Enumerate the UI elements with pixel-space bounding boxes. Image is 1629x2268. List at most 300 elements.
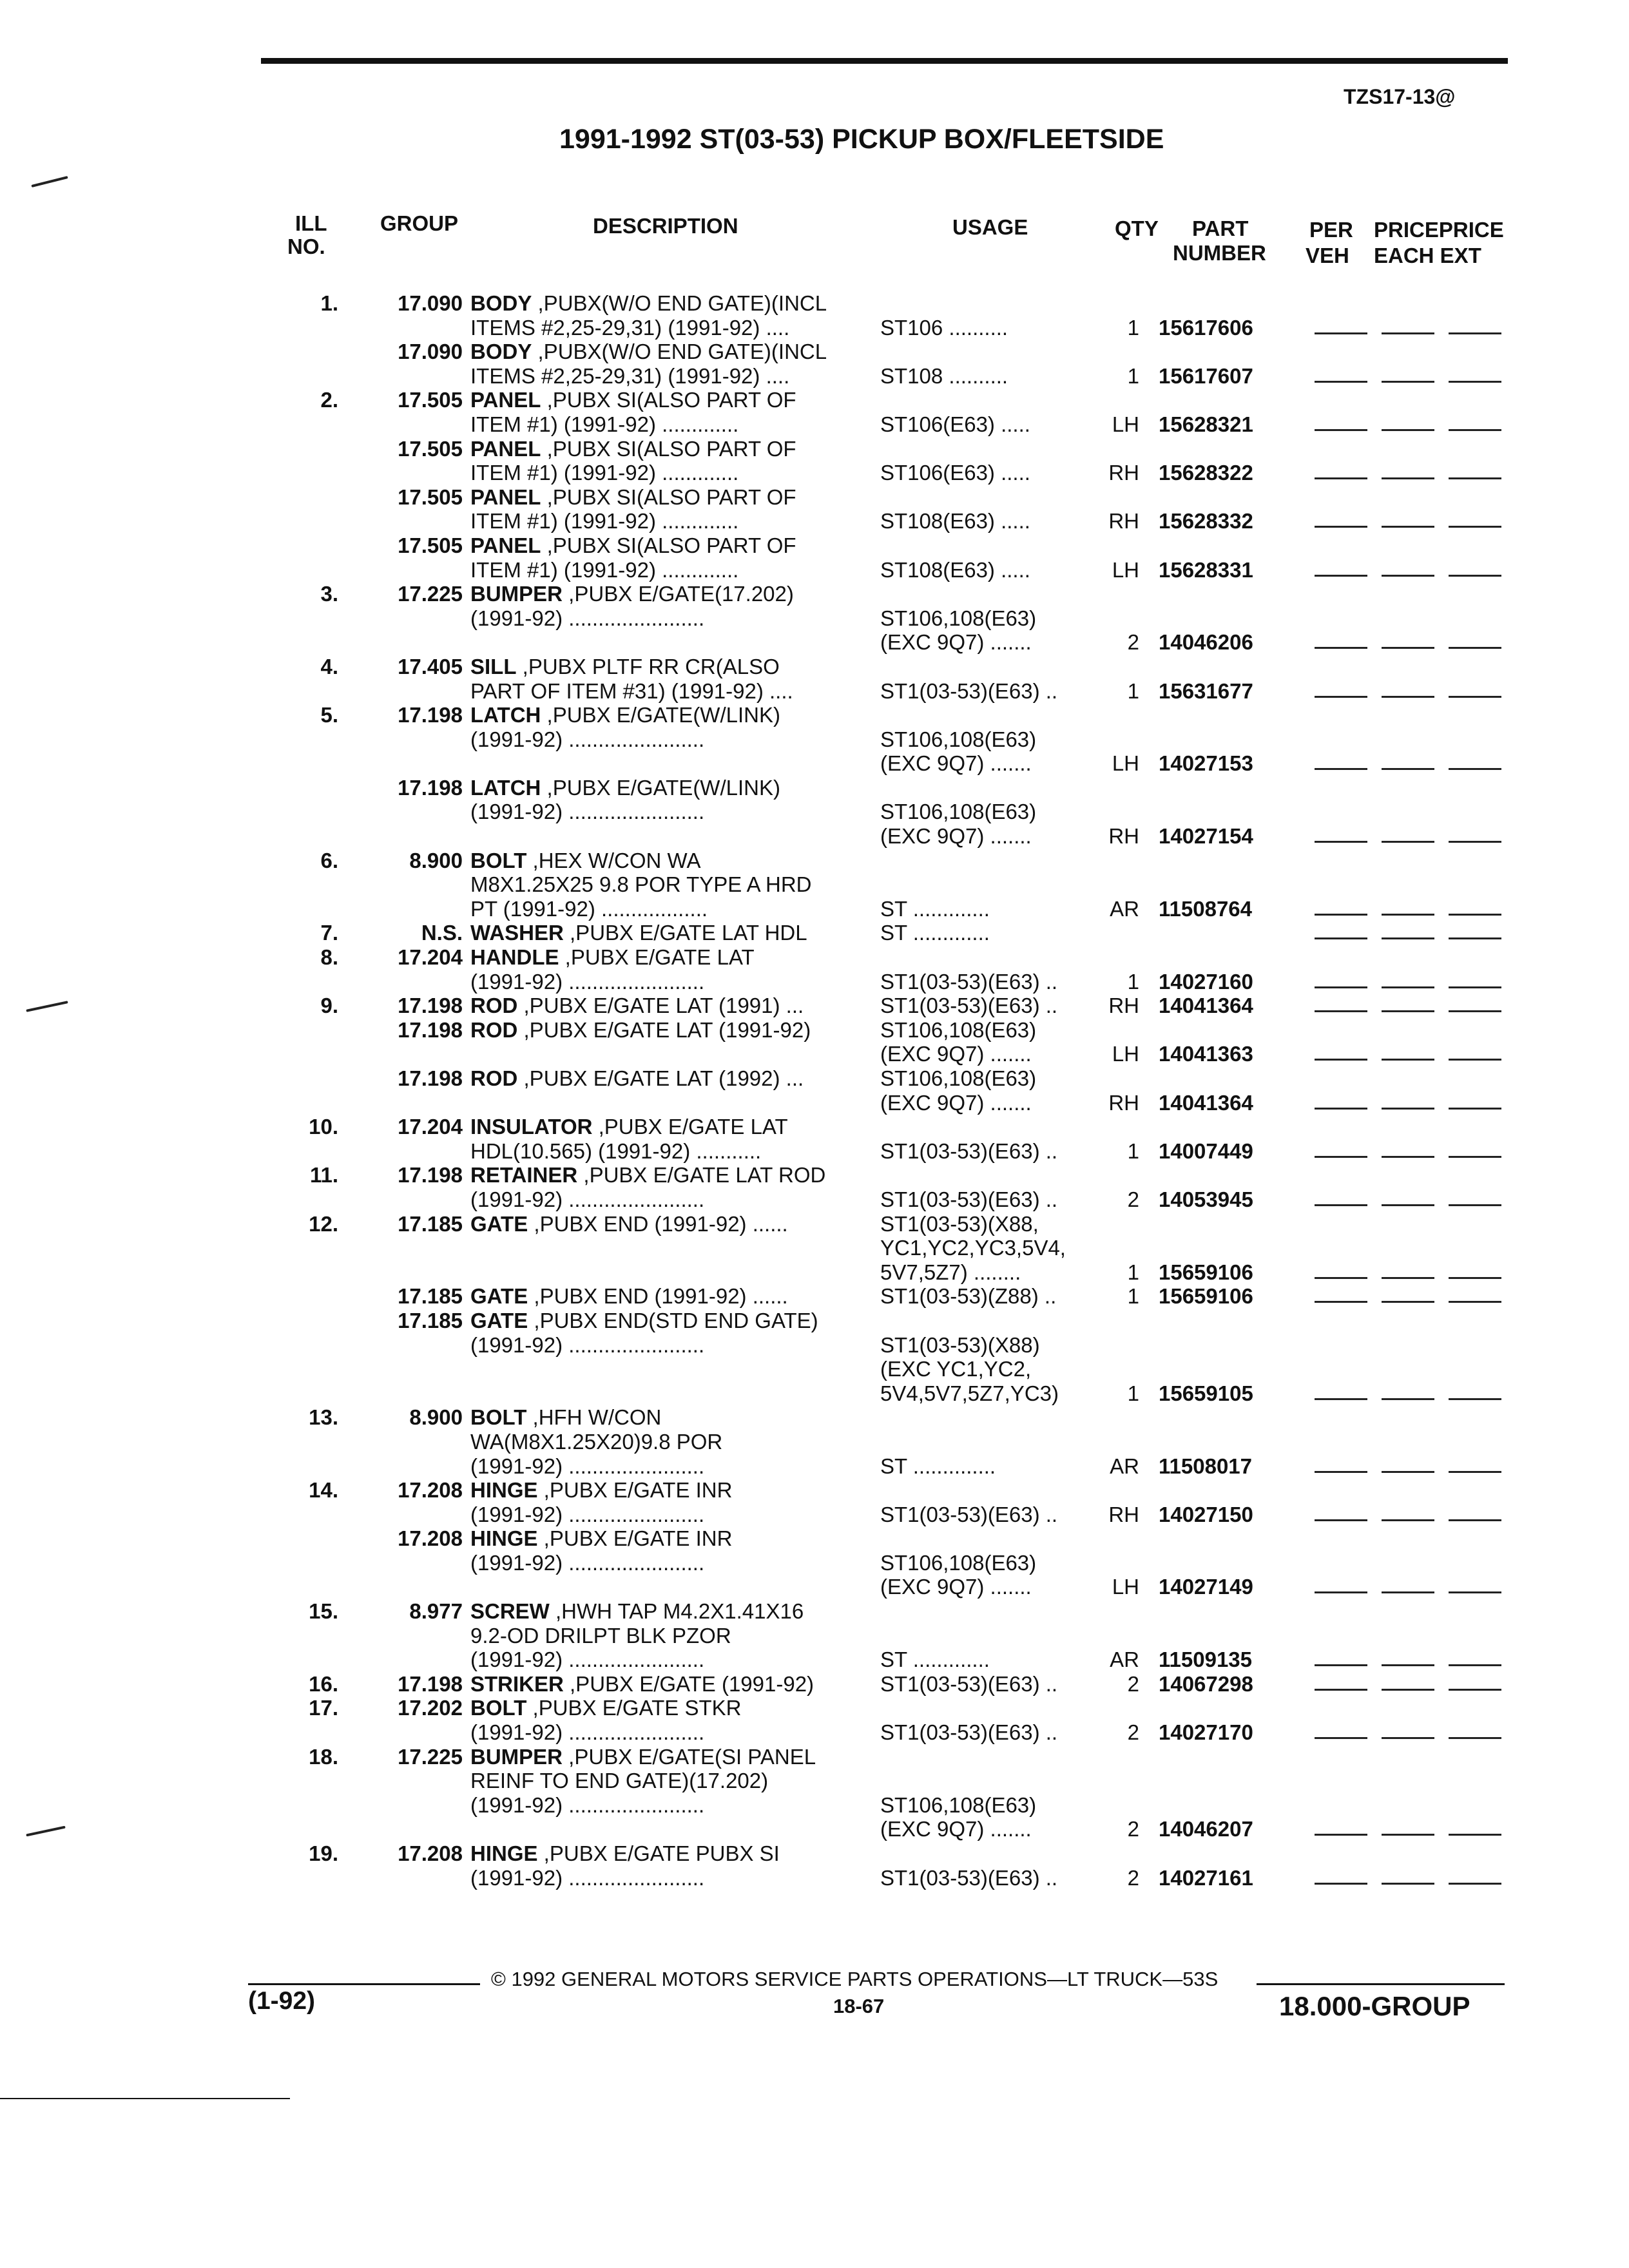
price-each-blank [1382, 1519, 1434, 1521]
table-row [0, 1624, 1629, 1648]
part-number: 15617606 [1159, 315, 1253, 340]
usage: ST1(03-53)(E63) .. [880, 1671, 1058, 1696]
per-veh-blank [1315, 1834, 1367, 1836]
per-veh-blank [1315, 914, 1367, 916]
part-number: 15628331 [1159, 557, 1253, 582]
table-row [0, 1526, 1629, 1551]
description [470, 412, 738, 437]
table-row [0, 824, 1629, 849]
price-each-blank [1382, 696, 1434, 698]
description-text: M8X1.25X25 9.8 POR TYPE A HRD [470, 872, 812, 897]
price-each-blank [1382, 768, 1434, 770]
usage: ST1(03-53)(E63) .. [880, 1187, 1058, 1211]
description [470, 316, 789, 340]
group-code: 17.208 [398, 1526, 463, 1551]
group-code: 17.204 [398, 945, 463, 970]
table-row [0, 1405, 1629, 1430]
group-code: 17.225 [398, 1744, 463, 1769]
table-row [0, 1091, 1629, 1115]
part-number: 14053945 [1159, 1187, 1253, 1211]
description-text: ,PUBX E/GATE LAT HDL [563, 921, 807, 945]
price-blanks [1315, 1398, 1501, 1401]
usage: ST106(E63) ..... [880, 412, 1030, 436]
price-blanks [1315, 477, 1501, 480]
table-row [0, 1381, 1629, 1406]
per-veh-blank [1315, 1737, 1367, 1739]
ill-number: 3. [320, 582, 338, 606]
part-name: INSULATOR [470, 1115, 593, 1139]
group-code: 17.505 [398, 436, 463, 461]
usage: ST1(03-53)(E63) .. [880, 994, 1058, 1018]
description [470, 1720, 704, 1745]
price-each-blank [1382, 1591, 1434, 1593]
description [470, 1333, 704, 1358]
table-row [0, 751, 1629, 776]
ill-number: 11. [309, 1163, 338, 1187]
description-text: ITEM #1) (1991-92) ............. [470, 412, 739, 436]
usage: ST106,108(E63) [880, 800, 1037, 824]
description-text: ,PUBX END(STD END GATE) [528, 1308, 818, 1332]
per-veh-blank [1315, 1156, 1367, 1158]
table-row [0, 316, 1629, 340]
header-per: PER [1309, 218, 1353, 242]
table-row [0, 461, 1629, 485]
top-rule [261, 58, 1508, 64]
table-row [0, 1866, 1629, 1890]
table-row [0, 703, 1629, 727]
part-number: 15628322 [1159, 461, 1253, 485]
group-code: 17.198 [398, 1066, 463, 1090]
table-row [0, 1333, 1629, 1358]
per-veh-blank [1315, 1059, 1367, 1061]
quantity: 1 [1127, 1139, 1139, 1163]
description-text: (1991-92) ....................... [470, 1187, 705, 1211]
per-veh-blank [1315, 768, 1367, 770]
table-row [0, 291, 1629, 316]
description-text: ,PUBX E/GATE(W/LINK) [541, 775, 780, 800]
group-code: 17.198 [398, 1671, 463, 1696]
usage: ST1(03-53)(X88, [880, 1211, 1039, 1236]
description [470, 1018, 811, 1043]
price-ext-blank [1449, 696, 1501, 698]
price-each-blank [1382, 381, 1434, 383]
price-each-blank [1382, 1204, 1434, 1206]
part-number: 14027161 [1159, 1865, 1253, 1890]
table-row [0, 630, 1629, 655]
quantity: 1 [1127, 1284, 1139, 1309]
header-description: DESCRIPTION [593, 214, 738, 238]
price-blanks [1315, 1471, 1501, 1474]
price-each-blank [1382, 1108, 1434, 1110]
price-ext-blank [1449, 1156, 1501, 1158]
usage: (EXC 9Q7) ....... [880, 1042, 1032, 1066]
header-group: GROUP [380, 211, 459, 235]
usage: ST106(E63) ..... [880, 461, 1030, 485]
ill-number: 18. [309, 1744, 338, 1769]
part-number: 14041363 [1159, 1042, 1253, 1066]
footer-date: (1-92) [248, 1987, 316, 2015]
part-number: 14046207 [1159, 1817, 1253, 1841]
description-text: (1991-92) ....................... [470, 1648, 705, 1672]
table-row [0, 533, 1629, 558]
part-name: GATE [470, 1211, 528, 1236]
description [470, 533, 796, 558]
description [470, 679, 793, 704]
per-veh-blank [1315, 526, 1367, 528]
per-veh-blank [1315, 1204, 1367, 1206]
part-number: 14027153 [1159, 751, 1253, 776]
part-name: PANEL [470, 388, 541, 412]
table-row [0, 1599, 1629, 1624]
ill-number: 10. [309, 1115, 338, 1139]
part-name: HANDLE [470, 945, 559, 970]
description [470, 945, 755, 970]
ill-number: 1. [320, 291, 338, 315]
ill-number: 5. [320, 703, 338, 727]
price-each-blank [1382, 429, 1434, 431]
description-text: ,PUBX E/GATE STKR [526, 1696, 742, 1720]
description-text: ,PUBX E/GATE(SI PANEL [563, 1744, 816, 1769]
per-veh-blank [1315, 477, 1367, 479]
table-row [0, 1212, 1629, 1236]
part-name: BODY [470, 291, 532, 315]
group-code: 8.900 [409, 848, 463, 872]
description [470, 461, 738, 485]
part-name: ROD [470, 994, 518, 1018]
quantity: 1 [1127, 969, 1139, 994]
footer-rule-right [1257, 1983, 1505, 1985]
quantity: RH [1108, 1502, 1139, 1526]
bottom-scan-rule [0, 2098, 290, 2099]
table-row [0, 1503, 1629, 1527]
usage: ST1(03-53)(X88) [880, 1332, 1040, 1357]
description [470, 872, 811, 897]
table-row [0, 1163, 1629, 1187]
description [470, 1454, 704, 1479]
description-text: ,HFH W/CON [526, 1405, 662, 1430]
description-text: ,PUBX E/GATE INR [537, 1478, 733, 1503]
price-blanks [1315, 429, 1501, 432]
per-veh-blank [1315, 332, 1367, 334]
ill-number: 19. [309, 1841, 338, 1865]
part-name: PANEL [470, 533, 541, 557]
usage: ST106,108(E63) [880, 1017, 1037, 1042]
usage: ST106,108(E63) [880, 1550, 1037, 1575]
description-text: (1991-92) ....................... [470, 969, 705, 994]
quantity: LH [1112, 557, 1139, 582]
part-name: WASHER [470, 921, 564, 945]
per-veh-blank [1315, 1010, 1367, 1012]
price-ext-blank [1449, 841, 1501, 843]
footer-page-number: 18-67 [833, 1995, 885, 2017]
description-text: ,PUBX E/GATE(W/LINK) [541, 703, 780, 727]
part-name: LATCH [470, 775, 541, 800]
quantity: RH [1108, 509, 1139, 533]
table-row [0, 921, 1629, 945]
description-text: HDL(10.565) (1991-92) ........... [470, 1139, 762, 1163]
quantity: RH [1108, 994, 1139, 1018]
table-row [0, 679, 1629, 704]
group-code: 17.198 [398, 775, 463, 800]
description-text: (1991-92) ....................... [470, 800, 705, 824]
footer-group: 18.000-GROUP [1279, 1991, 1470, 2021]
group-code: 17.198 [398, 1163, 463, 1187]
quantity: LH [1112, 1042, 1139, 1066]
price-each-blank [1382, 1156, 1434, 1158]
ill-number: 7. [320, 921, 338, 945]
per-veh-blank [1315, 937, 1367, 939]
quantity: LH [1112, 751, 1139, 776]
description [470, 1405, 661, 1430]
table-row [0, 1260, 1629, 1285]
price-ext-blank [1449, 768, 1501, 770]
description-text: ,PUBX E/GATE LAT (1991) ... [517, 994, 804, 1018]
quantity: LH [1112, 412, 1139, 436]
part-name: HINGE [470, 1478, 538, 1503]
price-blanks [1315, 1204, 1501, 1207]
description [470, 1139, 761, 1164]
description [470, 1284, 788, 1309]
table-row [0, 727, 1629, 752]
usage: 5V7,5Z7) ........ [880, 1260, 1021, 1284]
usage: (EXC 9Q7) ....... [880, 630, 1032, 655]
usage: ST1(03-53)(E63) .. [880, 678, 1058, 703]
table-row [0, 1066, 1629, 1091]
quantity: 1 [1127, 315, 1139, 340]
price-each-blank [1382, 477, 1434, 479]
document-code: TZS17-13@ [1344, 85, 1456, 108]
quantity: AR [1110, 1454, 1139, 1478]
part-name: LATCH [470, 703, 541, 727]
description-text: (1991-92) ....................... [470, 1792, 705, 1817]
usage: (EXC 9Q7) ....... [880, 1817, 1032, 1841]
header-no: NO. [287, 235, 325, 258]
part-number: 15631677 [1159, 678, 1253, 703]
table-row [0, 606, 1629, 631]
description-text: ,PUBX(W/O END GATE)(INCL [532, 291, 827, 315]
description [470, 897, 708, 921]
quantity: 1 [1127, 1260, 1139, 1284]
part-number: 14007449 [1159, 1139, 1253, 1163]
part-name: RETAINER [470, 1163, 578, 1187]
table-row [0, 1018, 1629, 1043]
price-each-blank [1382, 1010, 1434, 1012]
group-code: 17.185 [398, 1308, 463, 1332]
description-text: ITEM #1) (1991-92) ............. [470, 557, 739, 582]
description-text: ,PUBX E/GATE (1991-92) [563, 1671, 815, 1696]
group-code: 17.198 [398, 1017, 463, 1042]
price-ext-blank [1449, 1398, 1501, 1400]
group-code: 17.090 [398, 340, 463, 364]
per-veh-blank [1315, 1591, 1367, 1593]
description [470, 437, 796, 461]
group-code: 17.090 [398, 291, 463, 315]
header-each-ext: EACH EXT [1374, 244, 1481, 267]
description [470, 1430, 722, 1454]
header-price: PRICEPRICE [1374, 218, 1504, 242]
ill-number: 2. [320, 388, 338, 412]
parts-list [0, 291, 1629, 1890]
table-row [0, 1284, 1629, 1309]
ill-number: 9. [320, 994, 338, 1018]
price-blanks [1315, 381, 1501, 383]
price-blanks [1315, 1519, 1501, 1522]
group-code: 8.900 [409, 1405, 463, 1430]
price-blanks [1315, 1301, 1501, 1303]
price-each-blank [1382, 1471, 1434, 1473]
table-row [0, 340, 1629, 364]
part-number: 14027170 [1159, 1720, 1253, 1745]
description [470, 1769, 768, 1793]
description [470, 1745, 816, 1769]
quantity: 2 [1127, 1720, 1139, 1745]
group-code: 17.505 [398, 533, 463, 557]
price-ext-blank [1449, 1204, 1501, 1206]
usage: ST106 .......... [880, 315, 1008, 340]
description [470, 1599, 804, 1624]
price-each-blank [1382, 332, 1434, 334]
description-text: ,PUBX(W/O END GATE)(INCL [532, 340, 827, 364]
ill-number: 13. [309, 1405, 338, 1430]
table-row [0, 1575, 1629, 1599]
table-row [0, 970, 1629, 994]
price-blanks [1315, 841, 1501, 843]
usage: ST1(03-53)(E63) .. [880, 1502, 1058, 1526]
part-number: 14041364 [1159, 1090, 1253, 1115]
usage: ST .............. [880, 1454, 996, 1478]
usage: ST106,108(E63) [880, 1792, 1037, 1817]
footer-rule-left [248, 1983, 480, 1985]
description [470, 1526, 732, 1551]
usage: (EXC 9Q7) ....... [880, 1090, 1032, 1115]
price-each-blank [1382, 914, 1434, 916]
table-row [0, 655, 1629, 679]
part-number: 14027154 [1159, 824, 1253, 849]
description [470, 1551, 704, 1575]
header-ill: ILL [295, 211, 327, 235]
description-text: PART OF ITEM #31) (1991-92) .... [470, 678, 793, 703]
group-code: 17.198 [398, 994, 463, 1018]
description [470, 364, 789, 389]
header-usage: USAGE [952, 215, 1028, 239]
table-row [0, 1430, 1629, 1454]
table-row [0, 945, 1629, 970]
quantity: 2 [1127, 630, 1139, 655]
table-row [0, 412, 1629, 437]
price-blanks [1315, 1108, 1501, 1110]
part-number: 14067298 [1159, 1671, 1253, 1696]
usage: 5V4,5V7,5Z7,YC3) [880, 1381, 1059, 1405]
ill-number: 17. [309, 1696, 338, 1720]
part-number: 11508764 [1159, 896, 1253, 921]
description [470, 800, 704, 824]
price-ext-blank [1449, 1519, 1501, 1521]
part-number: 15617607 [1159, 363, 1253, 388]
price-ext-blank [1449, 1834, 1501, 1836]
price-ext-blank [1449, 986, 1501, 988]
price-each-blank [1382, 1398, 1434, 1400]
part-name: BOLT [470, 1696, 527, 1720]
usage: (EXC 9Q7) ....... [880, 751, 1032, 776]
usage: ST1(03-53)(E63) .. [880, 969, 1058, 994]
group-code: 17.225 [398, 582, 463, 606]
per-veh-blank [1315, 841, 1367, 843]
description-text: (1991-92) ....................... [470, 1502, 705, 1526]
price-blanks [1315, 1059, 1501, 1061]
price-each-blank [1382, 1277, 1434, 1279]
usage: (EXC YC1,YC2, [880, 1357, 1032, 1381]
price-ext-blank [1449, 1471, 1501, 1473]
description-text: ,PUBX SI(ALSO PART OF [541, 388, 796, 412]
part-name: HINGE [470, 1526, 538, 1551]
price-each-blank [1382, 1689, 1434, 1691]
description [470, 1696, 742, 1720]
description [470, 1212, 788, 1236]
price-each-blank [1382, 937, 1434, 939]
group-code: 17.204 [398, 1115, 463, 1139]
usage: YC1,YC2,YC3,5V4, [880, 1236, 1066, 1260]
price-each-blank [1382, 1834, 1434, 1836]
ill-number: 4. [320, 654, 338, 678]
table-row [0, 1841, 1629, 1866]
description-text: ,HWH TAP M4.2X1.41X16 [549, 1599, 804, 1624]
description [470, 1309, 818, 1333]
price-blanks [1315, 1277, 1501, 1280]
price-ext-blank [1449, 1010, 1501, 1012]
description-text: (1991-92) ....................... [470, 1550, 705, 1575]
table-row [0, 1042, 1629, 1066]
part-number: 15628332 [1159, 509, 1253, 533]
description-text: ,PUBX END (1991-92) ...... [528, 1284, 788, 1309]
per-veh-blank [1315, 647, 1367, 649]
table-row [0, 1720, 1629, 1745]
description [470, 558, 738, 582]
description-text: ,PUBX E/GATE LAT (1992) ... [517, 1066, 804, 1090]
description [470, 1478, 732, 1503]
usage: ST1(03-53)(Z88) .. [880, 1284, 1057, 1309]
quantity: 1 [1127, 1381, 1139, 1405]
per-veh-blank [1315, 696, 1367, 698]
description-text: ,PUBX E/GATE PUBX SI [537, 1841, 780, 1865]
price-blanks [1315, 1883, 1501, 1885]
description [470, 1115, 788, 1139]
description-text: ,PUBX END (1991-92) ...... [528, 1211, 788, 1236]
description-text: ITEM #1) (1991-92) ............. [470, 509, 739, 533]
ill-number: 16. [309, 1671, 338, 1696]
quantity: LH [1112, 1575, 1139, 1599]
usage: ST ............. [880, 896, 990, 921]
description [470, 1793, 704, 1818]
part-name: ROD [470, 1066, 518, 1090]
quantity: 2 [1127, 1817, 1139, 1841]
part-number: 14027149 [1159, 1575, 1253, 1599]
usage: ST1(03-53)(E63) .. [880, 1720, 1058, 1745]
quantity: 2 [1127, 1865, 1139, 1890]
price-blanks [1315, 914, 1501, 916]
price-ext-blank [1449, 1277, 1501, 1279]
per-veh-blank [1315, 1108, 1367, 1110]
description-text: (1991-92) ....................... [470, 1454, 705, 1478]
price-blanks [1315, 1689, 1501, 1691]
price-blanks [1315, 1010, 1501, 1013]
description-text: (1991-92) ....................... [470, 606, 705, 630]
price-each-blank [1382, 526, 1434, 528]
price-blanks [1315, 1834, 1501, 1836]
description [470, 921, 807, 945]
header-veh: VEH [1306, 244, 1349, 267]
table-row [0, 364, 1629, 389]
description [470, 1672, 814, 1696]
